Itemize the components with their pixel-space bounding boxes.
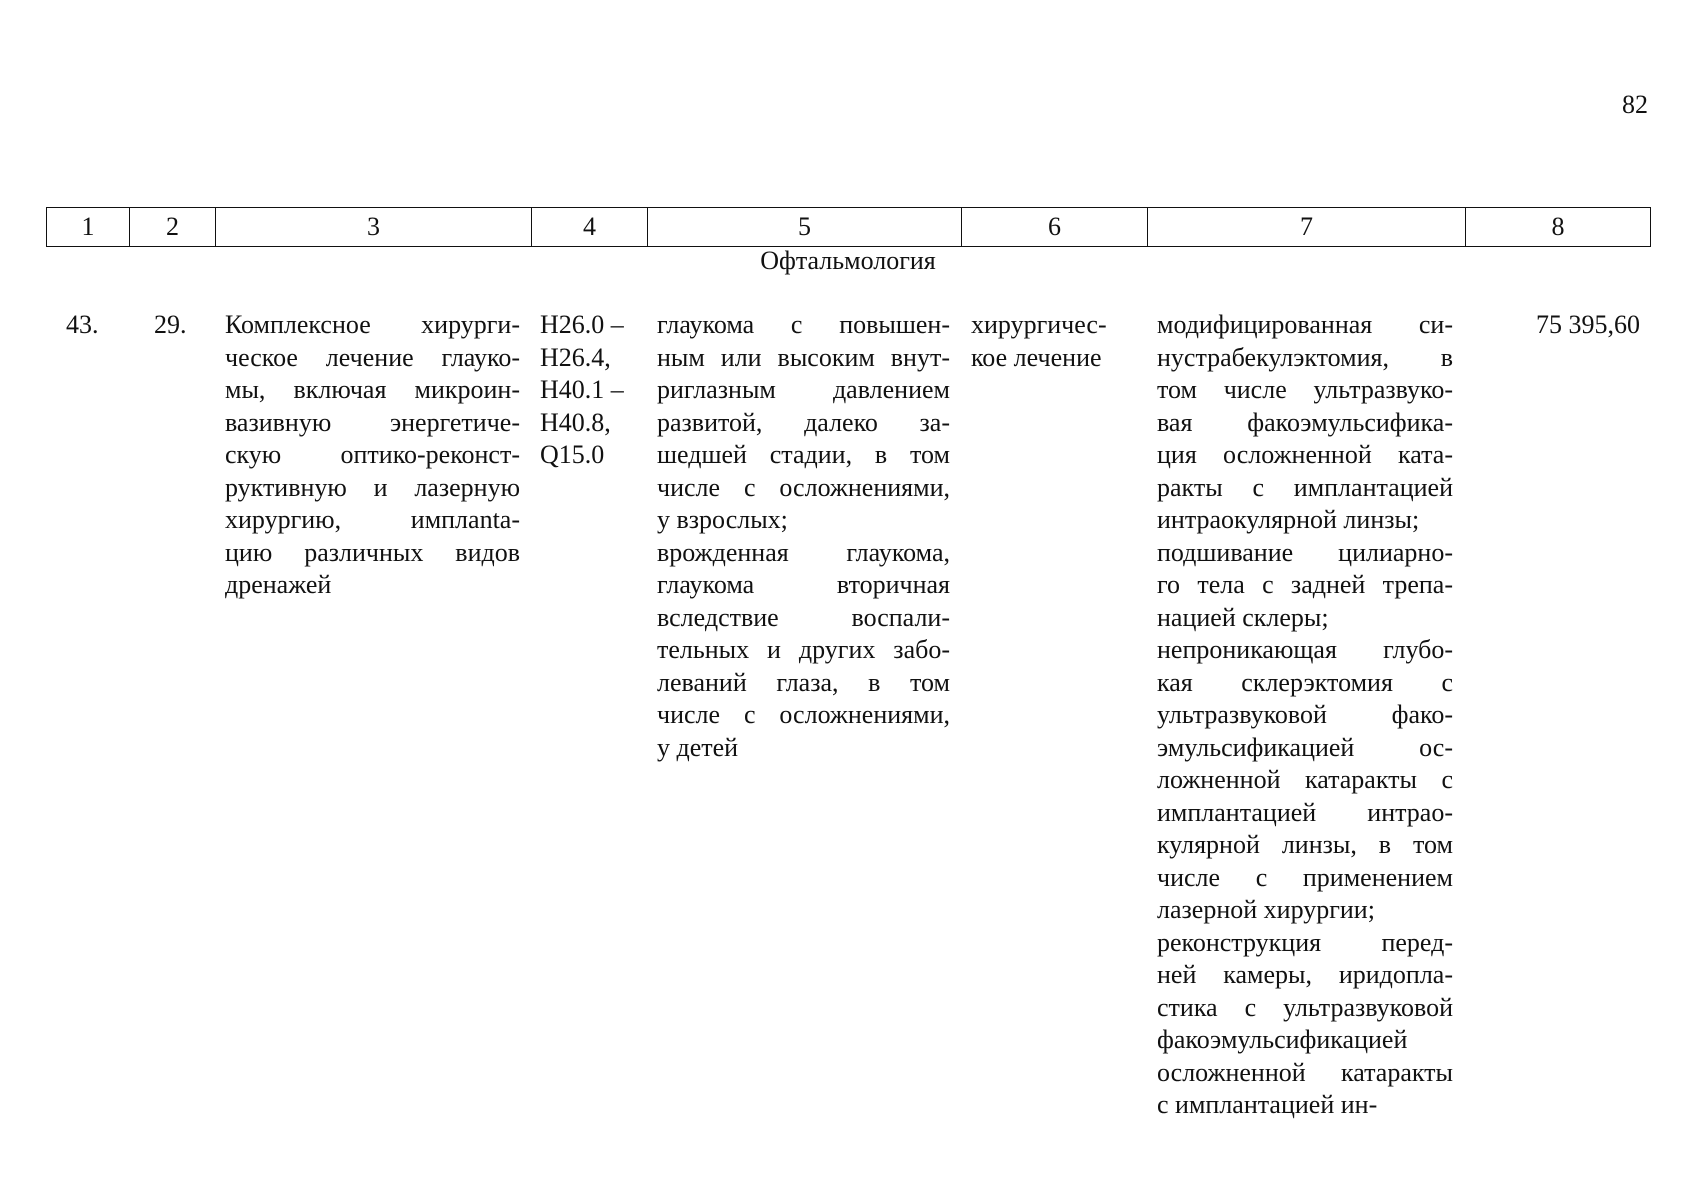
text-line: врожденная глаукома, [657,537,950,567]
text-line: Q15.0 [540,440,605,469]
text-line: вая факоэмульсифика- [1157,407,1453,437]
text-line: числе с осложнениями, [657,700,950,729]
text-line: имплантацией интрао- [1157,797,1453,827]
text-line: модифицированная си- [1157,310,1453,339]
text-line: скую оптико-реконст- [225,440,520,469]
text-line: развитой, далеко за- [657,407,950,437]
text-line: вследствие воспали- [657,602,950,632]
text-line: тельных и других забо- [657,635,950,664]
text-line: ложненной катаракты с [1157,765,1453,794]
text-line: нацией склеры; [1157,602,1329,632]
text-line: вазивную энергетиче- [225,407,520,437]
text-line: леваний глаза, в том [657,667,950,697]
text-line: кулярной линзы, в том [1157,830,1453,859]
header-col-8: 8 [1466,208,1651,247]
text-line: числе с применением [1157,862,1453,892]
text-line: подшивание цилиарно- [1157,537,1453,567]
text-line: числе с осложнениями, [657,472,950,502]
header-col-5: 5 [648,208,962,247]
text-line: H40.1 – [540,375,624,404]
text-line: непроникающая глубо- [1157,635,1453,664]
section-title: Офтальмология [760,246,936,275]
text-line: интраокулярной линзы; [1157,505,1420,534]
text-line: факоэмульсификацией [1157,1025,1408,1054]
header-col-6: 6 [962,208,1148,247]
text-line: дренажей [225,570,332,599]
text-line: осложненной катаракты [1157,1057,1453,1087]
text-line: шедшей стадии, в том [657,440,950,469]
text-line: го тела с задней трепа- [1157,570,1453,599]
text-line: H40.8, [540,407,611,437]
text-line: кая склерэктомия с [1157,667,1453,697]
text-line: ция осложненной ката- [1157,440,1453,469]
treatment-type [971,309,1131,374]
text-line: H26.0 – [540,310,624,339]
header-col-4: 4 [532,208,648,247]
text-line: нустрабекулэктомия, в [1157,342,1453,372]
group-number: 29. [154,310,187,339]
text-line: руктивную и лазерную [225,472,520,502]
text-line: стика с ультразвуковой [1157,992,1453,1022]
text-line: ультразвуковой фако- [1157,700,1453,729]
text-line: с имплантацией ин- [1157,1090,1378,1119]
text-line: мы, включая микроин- [225,375,520,404]
text-line: цию различных видов [225,537,520,567]
text-line: ческое лечение глауко- [225,342,520,372]
page-number: 82 [1622,90,1648,119]
header-col-3: 3 [216,208,532,247]
treatment-method [1157,309,1453,1122]
treatment-profile [225,309,520,602]
text-line: Комплексное хирурги- [225,310,520,339]
text-line: у взрослых; [657,505,788,534]
cost-value: 75 395,60 [1536,310,1640,339]
row-number: 43. [66,310,99,339]
text-line: глаукома вторичная [657,570,950,599]
text-line: у детей [657,732,739,762]
text-line: ней камеры, иридопла- [1157,960,1453,989]
patient-model [657,309,950,764]
header-col-2: 2 [130,208,216,247]
text-line: H26.4, [540,342,611,372]
text-line: кое лечение [971,342,1102,372]
text-line: лазерной хирургии; [1157,895,1375,924]
text-line: ракты с имплантацией [1157,472,1453,502]
text-line: том числе ультразвуко- [1157,375,1453,404]
text-line: хирургию, имплanta- [225,505,520,534]
icd-codes [540,309,640,472]
text-line: глаукома с повышен- [657,310,950,339]
text-line: эмульсификацией ос- [1157,732,1453,762]
text-line: риглазным давлением [657,375,950,404]
text-line: ным или высоким внут- [657,342,950,372]
header-col-7: 7 [1148,208,1466,247]
text-line: реконструкция перед- [1157,927,1453,957]
header-col-1: 1 [47,208,130,247]
column-number-header [46,207,1651,247]
text-line: хирургичес- [971,310,1107,339]
